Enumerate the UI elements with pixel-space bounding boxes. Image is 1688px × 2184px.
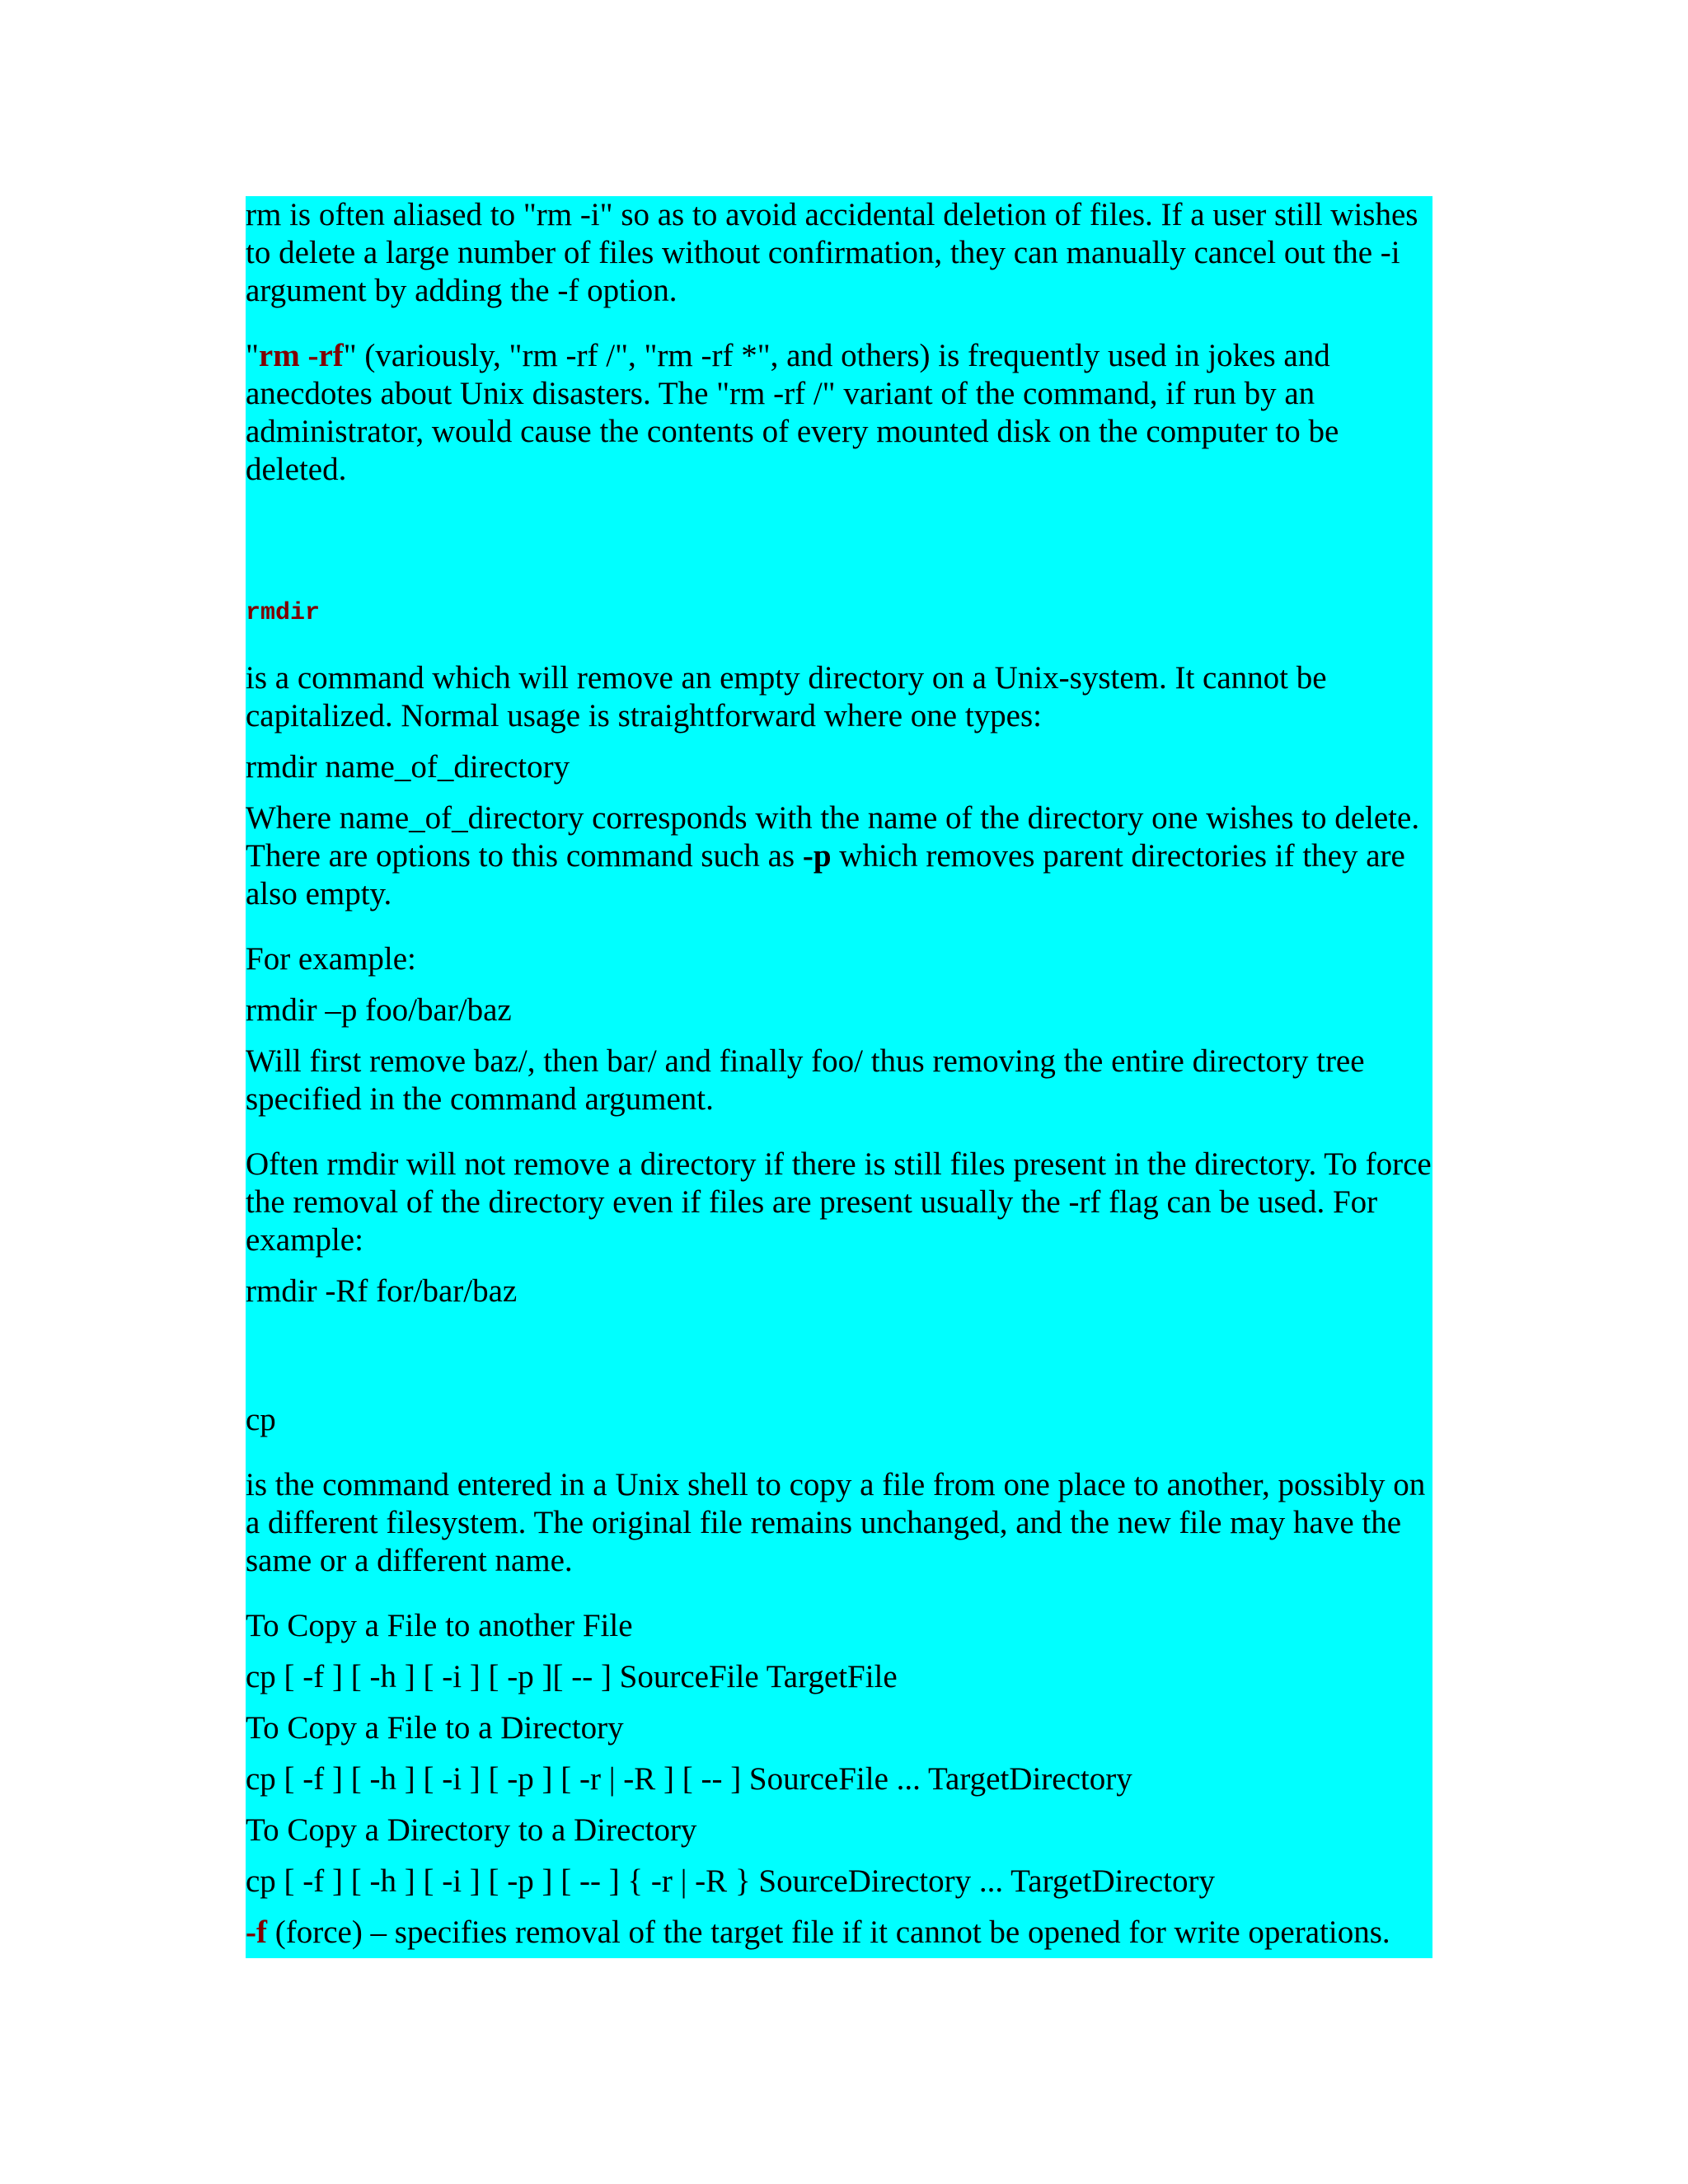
- quote-open: ": [246, 338, 259, 373]
- cp-heading: cp: [246, 1402, 276, 1437]
- rmdir-example-description: Will first remove baz/, then bar/ and finally foo/ thus removing the entire directory tree specified in the command argument.: [246, 1043, 1365, 1117]
- cp-file-to-file-syntax: cp [ -f ] [ -h ] [ -i ] [ -p ][ -- ] SourceFile TargetFile: [246, 1659, 898, 1694]
- rmdir-p-flag: -p: [802, 838, 832, 874]
- rmdir-usage: rmdir name_of_directory: [246, 749, 570, 785]
- cp-f-flag-description: (force) – specifies removal of the target file if it cannot be opened for write operations.: [266, 1915, 1390, 1950]
- cp-f-flag: -f: [246, 1915, 267, 1950]
- cp-file-to-dir-syntax: cp [ -f ] [ -h ] [ -i ] [ -p ] [ -r | -R ] [ -- ] SourceFile ... TargetDirectory: [246, 1761, 1132, 1797]
- rmdir-description: is a command which will remove an empty directory on a Unix-system. It cannot be capitalized. Normal usage is straightforward where one types:: [246, 660, 1327, 733]
- rmdir-where-text-1: Where name_of_directory corresponds with the name of the directory one wishes to delete. There are options to this command such as: [246, 800, 1420, 874]
- rmdir-force-paragraph: Often rmdir will not remove a directory if there is still files present in the directory. To force the removal of the directory even if files are present usually the -rf flag can be used. For example:: [246, 1146, 1432, 1258]
- document-body: [246, 196, 1432, 1958]
- cp-description: is the command entered in a Unix shell to copy a file from one place to another, possibly on a different filesystem. The original file remains unchanged, and the new file may have the same or a different name.: [246, 1467, 1426, 1578]
- paragraph-rm-alias: rm is often aliased to "rm -i" so as to avoid accidental deletion of files. If a user still wishes to delete a large number of files without confirmation, they can manually cancel out the -i argument by adding the -f option.: [246, 197, 1418, 308]
- for-example-label: For example:: [246, 941, 416, 977]
- rmdir-heading: rmdir: [246, 599, 321, 627]
- rm-rf-command: rm -rf: [258, 338, 344, 373]
- rmdir-example-command: rmdir –p foo/bar/baz: [246, 992, 512, 1028]
- rm-rf-text: " (variously, "rm -rf /", "rm -rf *", and others) is frequently used in jokes and anecdotes about Unix disasters. The "rm -rf /" variant of the command, if run by an administrator, would cause the contents of every mounted disk on the computer to be deleted.: [246, 338, 1339, 487]
- cp-file-to-dir-label: To Copy a File to a Directory: [246, 1710, 624, 1746]
- rmdir-where-text-2: which removes parent directories if they are also empty.: [246, 838, 1405, 912]
- rmdir-force-example: rmdir -Rf for/bar/baz: [246, 1273, 518, 1309]
- cp-dir-to-dir-syntax: cp [ -f ] [ -h ] [ -i ] [ -p ] [ -- ] { -r | -R } SourceDirectory ... TargetDirectory: [246, 1863, 1215, 1899]
- cp-dir-to-dir-label: To Copy a Directory to a Directory: [246, 1812, 697, 1848]
- cp-file-to-file-label: To Copy a File to another File: [246, 1608, 633, 1643]
- cp-f-flag-paragraph: [246, 1914, 1432, 1952]
- paragraph-rm-rf: [246, 337, 1432, 489]
- highlight-end: [246, 1952, 1432, 1958]
- rmdir-where-paragraph: [246, 799, 1432, 913]
